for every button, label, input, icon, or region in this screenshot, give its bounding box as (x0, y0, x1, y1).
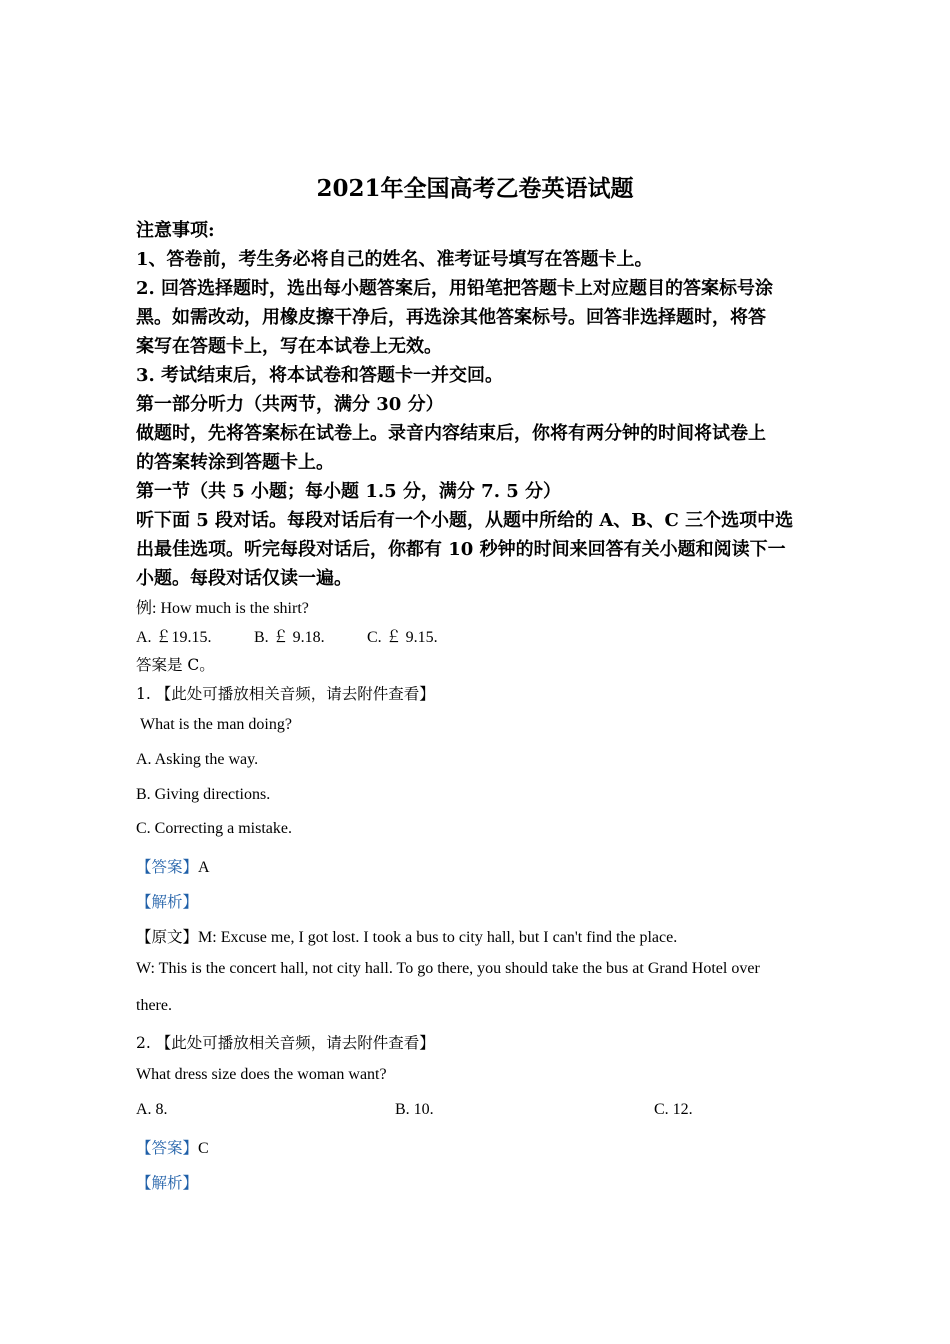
part1-heading: 第一部分听力（共两节，满分 30 分） (136, 394, 444, 415)
q1-answer-line (136, 855, 210, 877)
q2-audio-note: 2. 【此处可播放相关音频，请去附件查看】 (136, 1034, 435, 1052)
example-answer: 答案是 C。 (136, 656, 215, 674)
example-option-a: A. ￡19.15. (136, 629, 212, 646)
notice-line-2a: 2. 回答选择题时，选出每小题答案后，用铅笔把答题卡上对应题目的答案标号涂 (136, 278, 774, 299)
q1-answer-value: A (198, 859, 210, 876)
part1-desc-1: 做题时，先将答案标在试卷上。录音内容结束后，你将有两分钟的时间将试卷上 (136, 423, 766, 444)
section1-heading: 第一节（共 5 小题；每小题 1.5 分，满分 7. 5 分） (136, 481, 562, 502)
notice-line-2b: 黑。如需改动，用橡皮擦干净后，再选涂其他答案标号。回答非选择题时，将答 (136, 307, 766, 328)
q1-original-tag: 【原文】 (136, 928, 199, 946)
notice-line-2c: 案写在答题卡上，写在本试卷上无效。 (136, 336, 442, 357)
example-option-c: C. ￡ 9.15. (367, 629, 438, 646)
q1-original-m: M: Excuse me, I got lost. I took a bus to city hall, but I can't find the place. (198, 929, 678, 946)
q1-original-w2: there. (136, 997, 172, 1014)
section1-desc-2: 出最佳选项。听完每段对话后，你都有 10 秒钟的时间来回答有关小题和阅读下一 (136, 539, 786, 560)
notice-line-1: 1、答卷前，考生务必将自己的姓名、准考证号填写在答题卡上。 (136, 249, 653, 270)
example-option-b: B. ￡ 9.18. (254, 629, 325, 646)
section1-desc-1: 听下面 5 段对话。每段对话后有一个小题，从题中所给的 A、B、C 三个选项中选 (136, 510, 794, 531)
notice-line-3: 3. 考试结束后，将本试卷和答题卡一并交回。 (136, 365, 504, 386)
q2-question: What dress size does the woman want? (136, 1066, 387, 1083)
part1-desc-2: 的答案转涂到答题卡上。 (136, 452, 334, 473)
q2-option-a: A. 8. (136, 1101, 168, 1118)
page-title: 2021年全国高考乙卷英语试题 (316, 175, 634, 202)
q1-original-line (136, 925, 677, 947)
section1-desc-3: 小题。每段对话仅读一遍。 (136, 568, 352, 589)
q1-option-a: A. Asking the way. (136, 751, 259, 768)
q2-analysis-tag: 【解析】 (136, 1174, 199, 1192)
q2-answer-line (136, 1136, 209, 1158)
q1-audio-note: 1. 【此处可播放相关音频，请去附件查看】 (136, 685, 435, 703)
q2-option-b: B. 10. (395, 1101, 434, 1118)
q1-answer-tag: 【答案】 (136, 858, 199, 876)
q1-original-w1: W: This is the concert hall, not city hall. To go there, you should take the bus at Grand Hotel over (136, 960, 760, 977)
q1-analysis-tag: 【解析】 (136, 893, 199, 911)
q2-answer-tag: 【答案】 (136, 1139, 199, 1157)
q1-option-b: B. Giving directions. (136, 786, 271, 803)
q1-question: What is the man doing? (140, 716, 292, 733)
q2-answer-value: C (198, 1140, 209, 1157)
notice-heading: 注意事项: (136, 220, 215, 241)
q1-option-c: C. Correcting a mistake. (136, 820, 292, 837)
example-question: 例: How much is the shirt? (136, 600, 309, 617)
q2-option-c: C. 12. (654, 1101, 693, 1118)
